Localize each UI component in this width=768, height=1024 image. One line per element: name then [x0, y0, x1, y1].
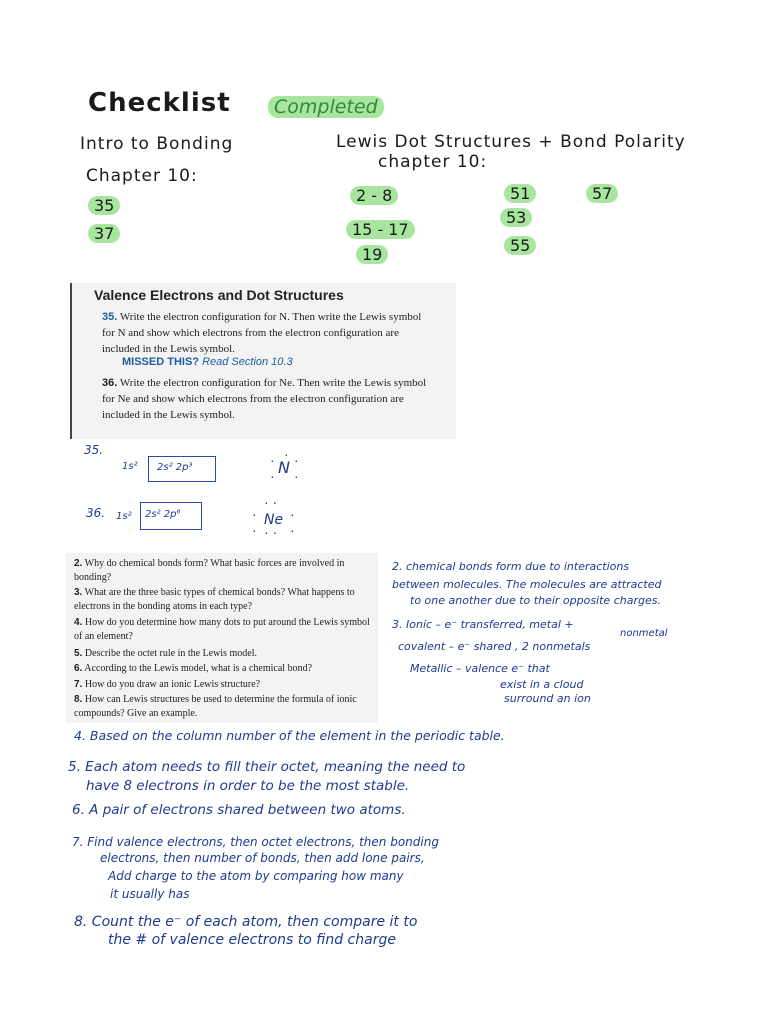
question-36: 36. Write the electron configuration for Ne. Then write the Lewis symbol for Ne and show which electrons from the electron configuration are included in the Lewis symbol. — [102, 377, 427, 421]
lewis-dots-n: · — [284, 446, 289, 462]
right-col2-item: 55 — [504, 236, 536, 255]
answer-36-config-box: 2s² 2p⁶ — [140, 502, 202, 530]
right-col2-item: 51 — [504, 184, 536, 203]
lewis-dots-ne: · · — [290, 506, 295, 538]
answer-7-line3: Add charge to the atom by comparing how many — [108, 869, 404, 883]
question-3: 3. What are the three basic types of chemical bonds? What happens to electrons in the bonding atoms in each type? — [74, 587, 355, 612]
completed-label — [268, 96, 384, 118]
textbook-panel-valence — [70, 283, 456, 439]
lewis-dots-ne: · · — [264, 524, 278, 540]
checklist-title: Checklist — [88, 88, 231, 118]
answer-3-metallic-cont: exist in a cloud — [500, 678, 584, 691]
right-col1-item: 2 - 8 — [350, 186, 398, 205]
answer-7-line4: it usually has — [110, 887, 190, 901]
answer-3-ionic-cont: nonmetal — [620, 628, 668, 639]
answer-4: 4. Based on the column number of the element in the periodic table. — [74, 728, 505, 743]
answer-3-ionic: 3. Ionic – e⁻ transferred, metal + — [392, 618, 574, 631]
left-item: 37 — [88, 224, 120, 243]
answer-5-line2: have 8 electrons in order to be the most stable. — [86, 778, 410, 794]
lewis-title: Lewis Dot Structures + Bond Polarity — [336, 132, 686, 152]
answer-35-config-1s: 1s² — [122, 461, 138, 472]
question-5: 5. Describe the octet rule in the Lewis model. — [74, 648, 258, 659]
intro-bonding-title: Intro to Bonding — [80, 134, 234, 154]
lewis-chapter-label: chapter 10: — [378, 152, 488, 172]
intro-chapter-label: Chapter 10: — [86, 166, 198, 186]
textbook-heading: Valence Electrons and Dot Structures — [94, 287, 344, 303]
left-item: 35 — [88, 196, 120, 215]
textbook-panel-questions — [66, 553, 378, 723]
answer-36-label: 36. — [86, 506, 106, 520]
answer-2-line3: to one another due to their opposite charges. — [410, 594, 661, 607]
question-7: 7. How do you draw an ionic Lewis structure? — [74, 679, 261, 690]
missed-this-hint: MISSED THIS? Read Section 10.3 — [122, 356, 293, 368]
question-2: 2. Why do chemical bonds form? What basic forces are involved in bonding? — [74, 558, 345, 583]
answer-8-line1: 8. Count the e⁻ of each atom, then compare it to — [74, 914, 418, 930]
lewis-dots-ne: · · — [252, 506, 257, 538]
question-35: 35. Write the electron configuration for N. Then write the Lewis symbol for N and show which electrons from the electron configuration are included in the Lewis symbol. — [102, 311, 422, 355]
question-4: 4. How do you determine how many dots to put around the Lewis symbol of an element? — [74, 617, 370, 642]
lewis-dots-n: · · — [294, 452, 299, 484]
answer-36-config-1s: 1s² — [116, 511, 132, 522]
answer-35-label: 35. — [84, 443, 104, 457]
lewis-dots-ne: · · — [264, 494, 278, 510]
answer-36-lewis-symbol: Ne — [264, 512, 284, 528]
answer-3-metallic-cont: surround an ion — [504, 692, 591, 705]
question-8: 8. How can Lewis structures be used to determine the formula of ionic compounds? Give an example. — [74, 694, 357, 719]
completed-highlight: Completed — [268, 96, 384, 118]
answer-7-line2: electrons, then number of bonds, then add lone pairs, — [100, 851, 425, 865]
answer-8-line2: the # of valence electrons to find charge — [108, 932, 396, 948]
answer-3-covalent: covalent – e⁻ shared , 2 nonmetals — [398, 640, 591, 653]
answer-35-config-box: 2s² 2p³ — [148, 456, 216, 482]
right-col1-item: 19 — [356, 245, 388, 264]
answer-3-metallic: Metallic – valence e⁻ that — [410, 662, 550, 675]
answer-2-line1: 2. chemical bonds form due to interactions — [392, 560, 630, 573]
right-col3-item: 57 — [586, 184, 618, 203]
question-6: 6. According to the Lewis model, what is a chemical bond? — [74, 663, 313, 674]
answer-5-line1: 5. Each atom needs to fill their octet, meaning the need to — [68, 759, 466, 775]
answer-6: 6. A pair of electrons shared between two atoms. — [72, 802, 406, 818]
right-col1-item: 15 - 17 — [346, 220, 415, 239]
answer-2-line2: between molecules. The molecules are attracted — [392, 578, 662, 591]
answer-7-line1: 7. Find valence electrons, then octet electrons, then bonding — [72, 835, 439, 849]
lewis-dots-n: · · — [270, 452, 275, 484]
answer-35-lewis-symbol: N — [278, 458, 290, 477]
right-col2-item: 53 — [500, 208, 532, 227]
